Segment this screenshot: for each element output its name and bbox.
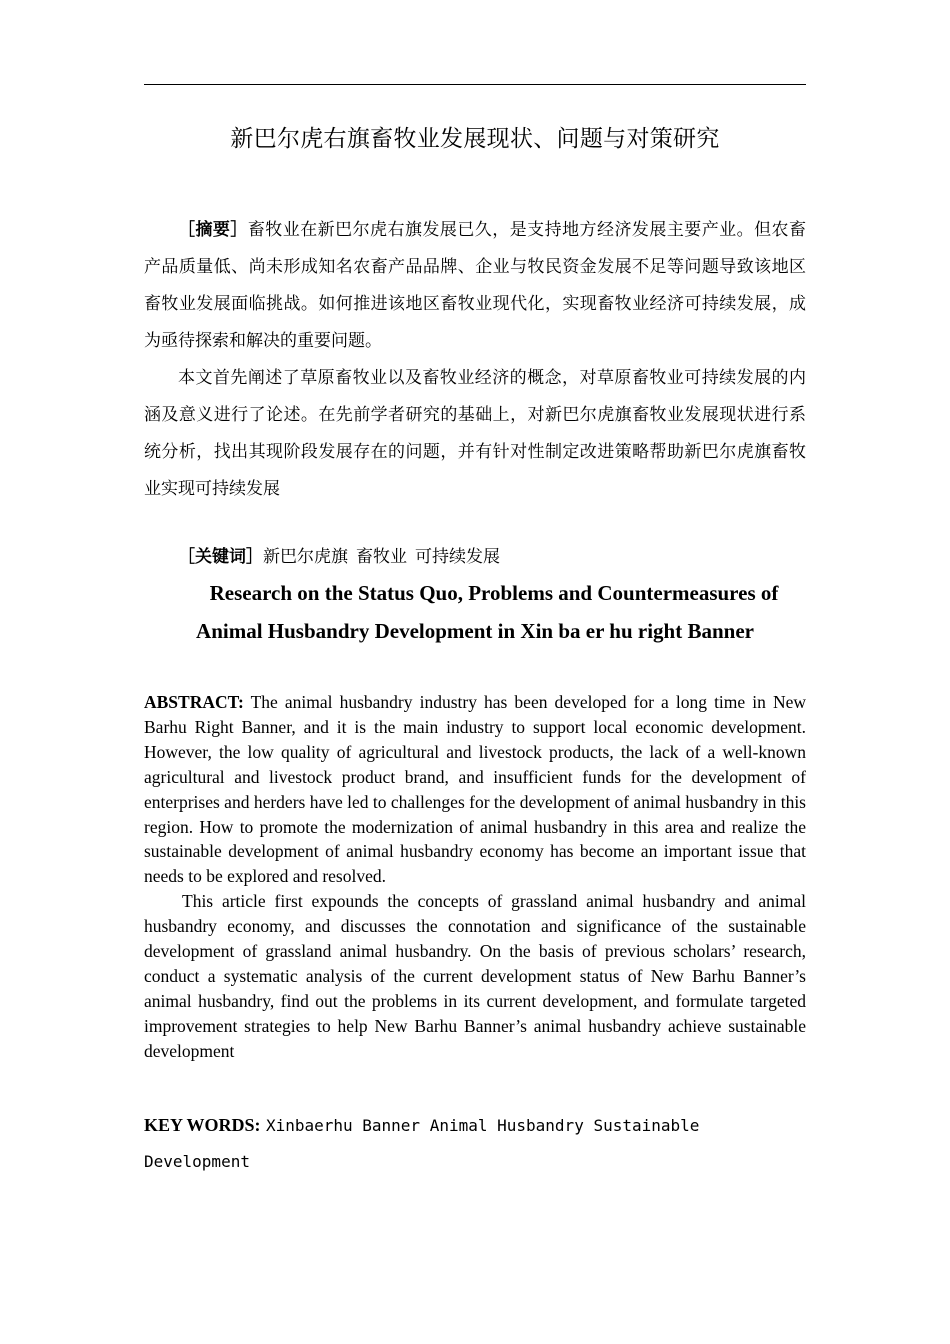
- chinese-abstract-text-1: 畜牧业在新巴尔虎右旗发展已久，是支持地方经济发展主要产业。但农畜产品质量低、尚未形成知名农畜产品品牌、企业与牧民资金发展不足等问题导致该地区畜牧业发展面临挑战。如何推进该地区畜牧业现代化，实现畜牧业经济可持续发展，成为亟待探索和解决的重要问题。: [144, 220, 807, 351]
- english-title: [144, 574, 806, 650]
- chinese-abstract-label: ［摘要］: [178, 220, 248, 240]
- chinese-keyword-3: 可持续发展: [415, 547, 500, 567]
- chinese-keyword-1: 新巴尔虎旗: [263, 547, 348, 567]
- english-keywords-text: Xinbaerhu Banner Animal Husbandry Sustainable Development: [144, 1116, 700, 1171]
- chinese-keywords-label: ［关键词］: [178, 547, 263, 567]
- english-abstract-paragraph-2: This article first expounds the concepts of grassland animal husbandry and animal husbandry economy, and discusses the connotation and significance of the sustainable development of grassland animal husbandry. On the basis of previous scholars’ research, conduct a systematic analysis of the current development status of New Barhu Banner’s animal husbandry, find out the problems in its current development, and formulate targeted improvement strategies to help New Barhu Banner’s animal husbandry achieve sustainable development: [144, 891, 806, 1061]
- chinese-abstract-paragraph-2: 本文首先阐述了草原畜牧业以及畜牧业经济的概念，对草原畜牧业可持续发展的内涵及意义进行了论述。在先前学者研究的基础上，对新巴尔虎旗畜牧业发展现状进行系统分析，找出其现阶段发展存在的问题，并有针对性制定改进策略帮助新巴尔虎旗畜牧业实现可持续发展: [144, 368, 806, 499]
- chinese-abstract: [144, 212, 806, 508]
- chinese-title: 新巴尔虎右旗畜牧业发展现状、问题与对策研究: [230, 126, 720, 152]
- english-abstract-text-1: The animal husbandry industry has been developed for a long time in New Barhu Right Banner, and it is the main industry to support local economic development. However, the low quality of agricultural and livestock products, the lack of a well-known agricultural and livestock product brand, and insufficient funds for the development of enterprises and herders have led to challenges for the development of animal husbandry in this region. How to promote the modernization of animal husbandry in this area and realize the sustainable development of animal husbandry economy has become an important issue that needs to be explored and resolved.: [144, 692, 806, 887]
- english-abstract: [144, 690, 806, 1064]
- chinese-keywords: [178, 540, 806, 574]
- english-title-line-1: Research on the Status Quo, Problems and Countermeasures of: [209, 581, 779, 605]
- header-rule: [144, 84, 806, 85]
- chinese-abstract-paragraph-1: [144, 212, 806, 360]
- english-title-line-2: Animal Husbandry Development in Xin ba er hu right Banner: [196, 619, 754, 643]
- chinese-keyword-2: 畜牧业: [356, 547, 407, 567]
- english-abstract-paragraph-1: [144, 690, 806, 889]
- english-abstract-label: ABSTRACT:: [144, 692, 244, 712]
- english-keywords-label: KEY WORDS:: [144, 1115, 261, 1135]
- english-keywords: [144, 1108, 806, 1180]
